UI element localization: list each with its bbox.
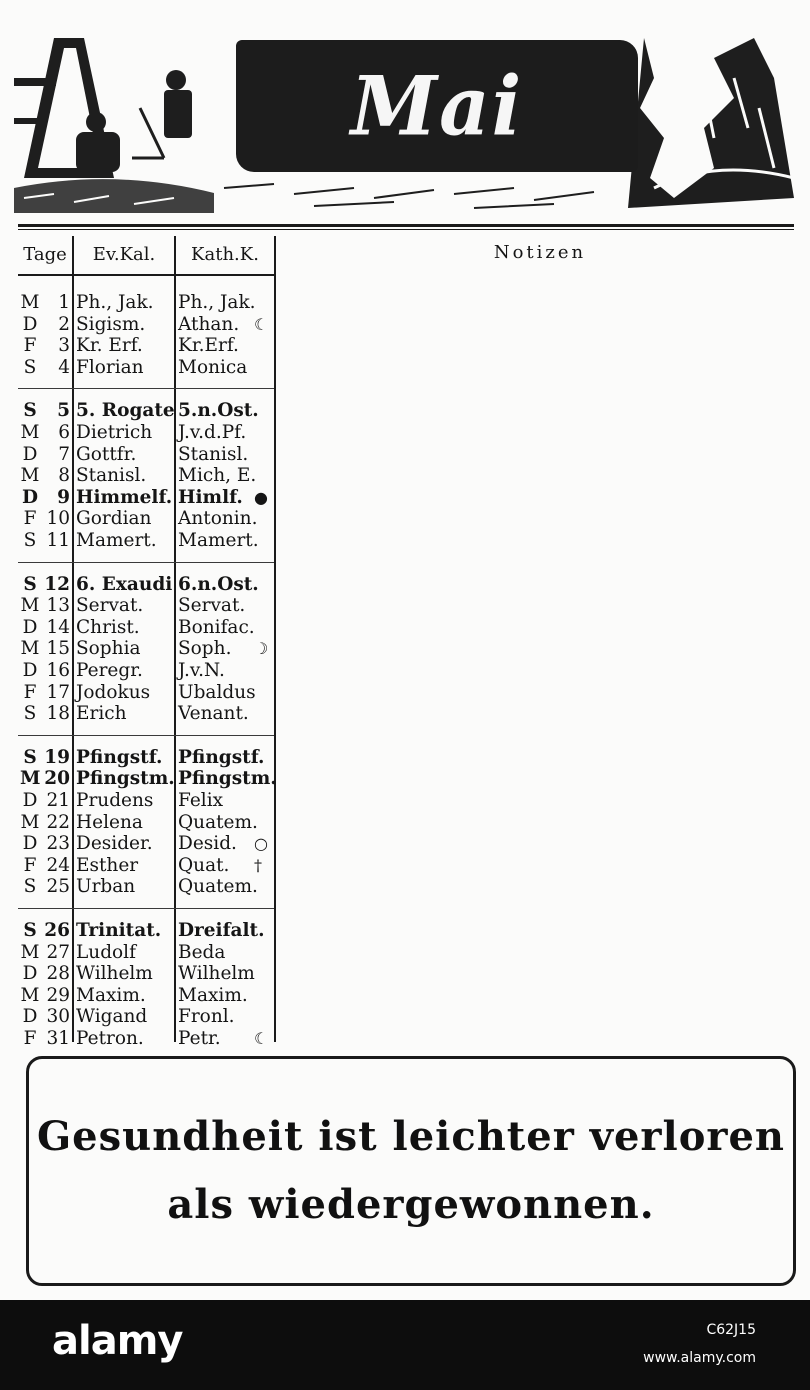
ev-saint-cell: Pfingstm. xyxy=(76,768,175,790)
weekday-cell: F xyxy=(23,681,37,703)
ev-saint-cell: Peregr. xyxy=(76,660,143,681)
day-row xyxy=(18,963,274,985)
day-number-cell: 27 xyxy=(46,941,70,963)
kath-saint-cell: Quatem. xyxy=(178,811,258,833)
day-row xyxy=(18,357,274,379)
day-number-cell: 28 xyxy=(46,963,70,985)
day-number-cell: 29 xyxy=(46,984,70,1006)
day-row xyxy=(18,790,274,812)
day-number-cell: 25 xyxy=(46,876,70,898)
motto-line-2: als wiedergewonnen. xyxy=(167,1181,655,1228)
day-row xyxy=(18,335,274,357)
watermark-logo: alamy xyxy=(52,1318,183,1364)
day-row xyxy=(18,422,274,444)
ev-saint-cell: Wilhelm xyxy=(76,963,153,985)
weekday-cell: M xyxy=(20,941,40,963)
kath-saint-cell: Mich, E. xyxy=(178,465,257,487)
weekday-cell: D xyxy=(22,660,38,681)
day-row xyxy=(18,487,274,509)
kath-saint-cell: Maxim. xyxy=(178,984,248,1006)
kath-saint-cell: 5.n.Ost. xyxy=(178,400,259,422)
column-header-days: Tage xyxy=(23,244,67,265)
day-number-cell: 10 xyxy=(46,508,70,530)
watermark-strip xyxy=(0,1300,810,1390)
weekday-cell: D xyxy=(22,313,38,335)
weekday-cell: M xyxy=(20,811,40,833)
weekday-cell: F xyxy=(23,508,37,530)
day-number-cell: 19 xyxy=(44,746,70,768)
day-row xyxy=(18,1006,274,1028)
day-row xyxy=(18,876,274,898)
column-header-rule xyxy=(18,274,274,276)
day-row xyxy=(18,747,274,769)
week-separator xyxy=(18,908,274,909)
kath-saint-cell: Pfingstm. xyxy=(178,768,277,790)
moon-symbol-cell: ● xyxy=(254,487,268,507)
day-number-cell: 21 xyxy=(46,790,70,811)
column-divider xyxy=(274,236,276,1042)
weekday-cell: S xyxy=(23,746,37,768)
day-row xyxy=(18,660,274,682)
day-row xyxy=(18,638,274,660)
day-number-cell: 13 xyxy=(46,595,70,617)
ev-saint-cell: Christ. xyxy=(76,616,140,638)
day-row xyxy=(18,530,274,552)
ev-saint-cell: Gottfr. xyxy=(76,443,137,465)
weekday-cell: F xyxy=(23,854,37,876)
weekday-cell: M xyxy=(20,638,40,660)
day-number-cell: 7 xyxy=(58,443,70,465)
weekday-cell: D xyxy=(22,1006,38,1028)
ev-saint-cell: Servat. xyxy=(76,595,144,617)
ev-saint-cell: Desider. xyxy=(76,833,153,855)
kath-saint-cell: Monica xyxy=(178,356,248,378)
day-row xyxy=(18,855,274,877)
motto-box xyxy=(26,1056,796,1286)
day-row xyxy=(18,920,274,942)
day-row xyxy=(18,812,274,834)
day-number-cell: 2 xyxy=(58,313,70,335)
day-number-cell: 22 xyxy=(46,811,70,833)
kath-saint-cell: Desid. xyxy=(178,833,237,855)
ev-saint-cell: 6. Exaudi xyxy=(76,573,173,595)
ev-saint-cell: Wigand xyxy=(76,1006,148,1028)
kath-saint-cell: Quatem. xyxy=(178,876,258,898)
ev-saint-cell: Urban xyxy=(76,876,136,898)
day-row xyxy=(18,508,274,530)
kath-saint-cell: Quat. xyxy=(178,854,230,876)
weekday-cell: S xyxy=(23,920,37,941)
header-illustration xyxy=(14,18,794,218)
day-row xyxy=(18,314,274,336)
weekday-cell: M xyxy=(20,422,40,443)
kath-saint-cell: Wilhelm xyxy=(178,963,255,985)
week-separator xyxy=(18,388,274,389)
weekday-cell: S xyxy=(23,530,37,551)
column-header-kath: Kath.K. xyxy=(191,244,259,265)
month-banner xyxy=(236,40,638,172)
ev-saint-cell: Petron. xyxy=(76,1028,144,1049)
kath-saint-cell: Pfingstf. xyxy=(178,746,265,768)
day-number-cell: 1 xyxy=(58,292,70,313)
kath-saint-cell: Venant. xyxy=(178,703,249,725)
ev-saint-cell: Sigism. xyxy=(76,313,146,335)
ev-saint-cell: 5. Rogate xyxy=(76,400,175,422)
day-number-cell: 24 xyxy=(46,854,70,876)
ev-saint-cell: Esther xyxy=(76,854,139,876)
weekday-cell: F xyxy=(23,335,37,357)
notes-heading: Notizen xyxy=(493,242,587,263)
ev-saint-cell: Mamert. xyxy=(76,530,157,551)
weekday-cell: D xyxy=(22,616,38,638)
day-number-cell: 23 xyxy=(46,833,70,855)
moon-symbol-cell: ○ xyxy=(254,834,268,854)
day-row xyxy=(18,703,274,725)
kath-saint-cell: Athan. xyxy=(178,313,240,335)
weekday-cell: M xyxy=(20,465,40,487)
kath-saint-cell: J.v.N. xyxy=(178,660,225,681)
ev-saint-cell: Sophia xyxy=(76,638,141,660)
day-row xyxy=(18,292,274,314)
day-number-cell: 20 xyxy=(44,768,70,790)
day-row xyxy=(18,595,274,617)
weekday-cell: M xyxy=(20,292,40,313)
day-number-cell: 3 xyxy=(58,335,70,357)
weekday-cell: D xyxy=(22,790,38,811)
day-row xyxy=(18,574,274,596)
ev-saint-cell: Ludolf xyxy=(76,941,136,963)
ev-saint-cell: Kr. Erf. xyxy=(76,335,143,357)
moon-symbol-cell: ☾ xyxy=(254,314,269,334)
ev-saint-cell: Ph., Jak. xyxy=(76,292,154,313)
day-number-cell: 17 xyxy=(46,681,70,703)
kath-saint-cell: Ph., Jak. xyxy=(178,292,256,313)
day-row xyxy=(18,985,274,1007)
ev-saint-cell: Erich xyxy=(76,703,127,725)
kath-saint-cell: Mamert. xyxy=(178,530,259,551)
ev-saint-cell: Prudens xyxy=(76,790,154,811)
day-number-cell: 14 xyxy=(46,616,70,638)
kath-saint-cell: Soph. xyxy=(178,638,232,660)
day-number-cell: 26 xyxy=(44,920,70,941)
column-header-ev: Ev.Kal. xyxy=(92,244,156,265)
day-row xyxy=(18,465,274,487)
day-number-cell: 11 xyxy=(46,530,70,551)
motto-line-1: Gesundheit ist leichter verloren xyxy=(37,1113,785,1160)
kath-saint-cell: J.v.d.Pf. xyxy=(178,422,247,443)
day-number-cell: 5 xyxy=(57,400,70,422)
weekday-cell: D xyxy=(22,963,38,985)
ev-saint-cell: Gordian xyxy=(76,508,152,530)
moon-symbol-cell: † xyxy=(254,855,262,875)
day-number-cell: 9 xyxy=(57,486,70,508)
image-id: C62J15 xyxy=(706,1322,756,1338)
day-number-cell: 16 xyxy=(46,660,70,681)
kath-saint-cell: Servat. xyxy=(178,595,246,617)
week-separator xyxy=(18,562,274,563)
moon-symbol-cell: ☽ xyxy=(254,639,269,659)
kath-saint-cell: Himlf. xyxy=(178,486,243,508)
kath-saint-cell: Kr.Erf. xyxy=(178,335,239,357)
weekday-cell: S xyxy=(23,356,37,378)
kath-saint-cell: Ubaldus xyxy=(178,681,256,703)
weekday-cell: D xyxy=(22,833,38,855)
week-separator xyxy=(18,735,274,736)
day-number-cell: 4 xyxy=(58,356,70,378)
day-row xyxy=(18,444,274,466)
ev-saint-cell: Himmelf. xyxy=(76,486,173,508)
ev-saint-cell: Maxim. xyxy=(76,984,146,1006)
day-number-cell: 12 xyxy=(44,573,70,595)
ev-saint-cell: Dietrich xyxy=(76,422,153,443)
day-row xyxy=(18,768,277,790)
weekday-cell: M xyxy=(20,768,41,790)
moon-symbol-cell: ☾ xyxy=(254,1029,269,1048)
weekday-cell: S xyxy=(23,400,37,422)
day-row xyxy=(18,833,274,855)
day-number-cell: 6 xyxy=(58,422,70,443)
weekday-cell: D xyxy=(22,443,38,465)
calendar-table xyxy=(18,236,277,1049)
kath-saint-cell: Stanisl. xyxy=(178,443,249,465)
weekday-cell: M xyxy=(20,984,40,1006)
ev-saint-cell: Jodokus xyxy=(76,681,151,703)
kath-saint-cell: 6.n.Ost. xyxy=(178,573,259,595)
kath-saint-cell: Petr. xyxy=(178,1028,221,1049)
ev-saint-cell: Pfingstf. xyxy=(76,746,163,768)
day-row xyxy=(18,1028,274,1050)
month-title: Mai xyxy=(350,58,524,154)
day-row xyxy=(18,617,274,639)
kath-saint-cell: Bonifac. xyxy=(178,616,255,638)
kath-saint-cell: Antonin. xyxy=(178,508,258,530)
day-number-cell: 18 xyxy=(46,703,70,725)
weekday-cell: F xyxy=(23,1028,37,1049)
weekday-cell: S xyxy=(23,573,37,595)
watermark-url: www.alamy.com xyxy=(643,1350,756,1366)
ev-saint-cell: Florian xyxy=(76,356,144,378)
kath-saint-cell: Fronl. xyxy=(178,1006,235,1028)
kath-saint-cell: Dreifalt. xyxy=(178,920,265,941)
day-number-cell: 30 xyxy=(46,1006,70,1028)
header-rule xyxy=(18,224,794,227)
ev-saint-cell: Trinitat. xyxy=(76,920,162,941)
day-row xyxy=(18,682,274,704)
ev-saint-cell: Stanisl. xyxy=(76,465,147,487)
kath-saint-cell: Beda xyxy=(178,941,226,963)
day-number-cell: 31 xyxy=(46,1028,70,1049)
ev-saint-cell: Helena xyxy=(76,811,143,833)
header-rule-thin xyxy=(18,229,794,230)
day-number-cell: 8 xyxy=(58,465,70,487)
day-number-cell: 15 xyxy=(46,638,70,660)
weekday-cell: S xyxy=(23,703,37,725)
kath-saint-cell: Felix xyxy=(178,790,224,811)
day-row xyxy=(18,400,274,422)
weekday-cell: S xyxy=(23,876,37,898)
weekday-cell: D xyxy=(21,486,39,508)
weekday-cell: M xyxy=(20,595,40,617)
day-row xyxy=(18,942,274,964)
